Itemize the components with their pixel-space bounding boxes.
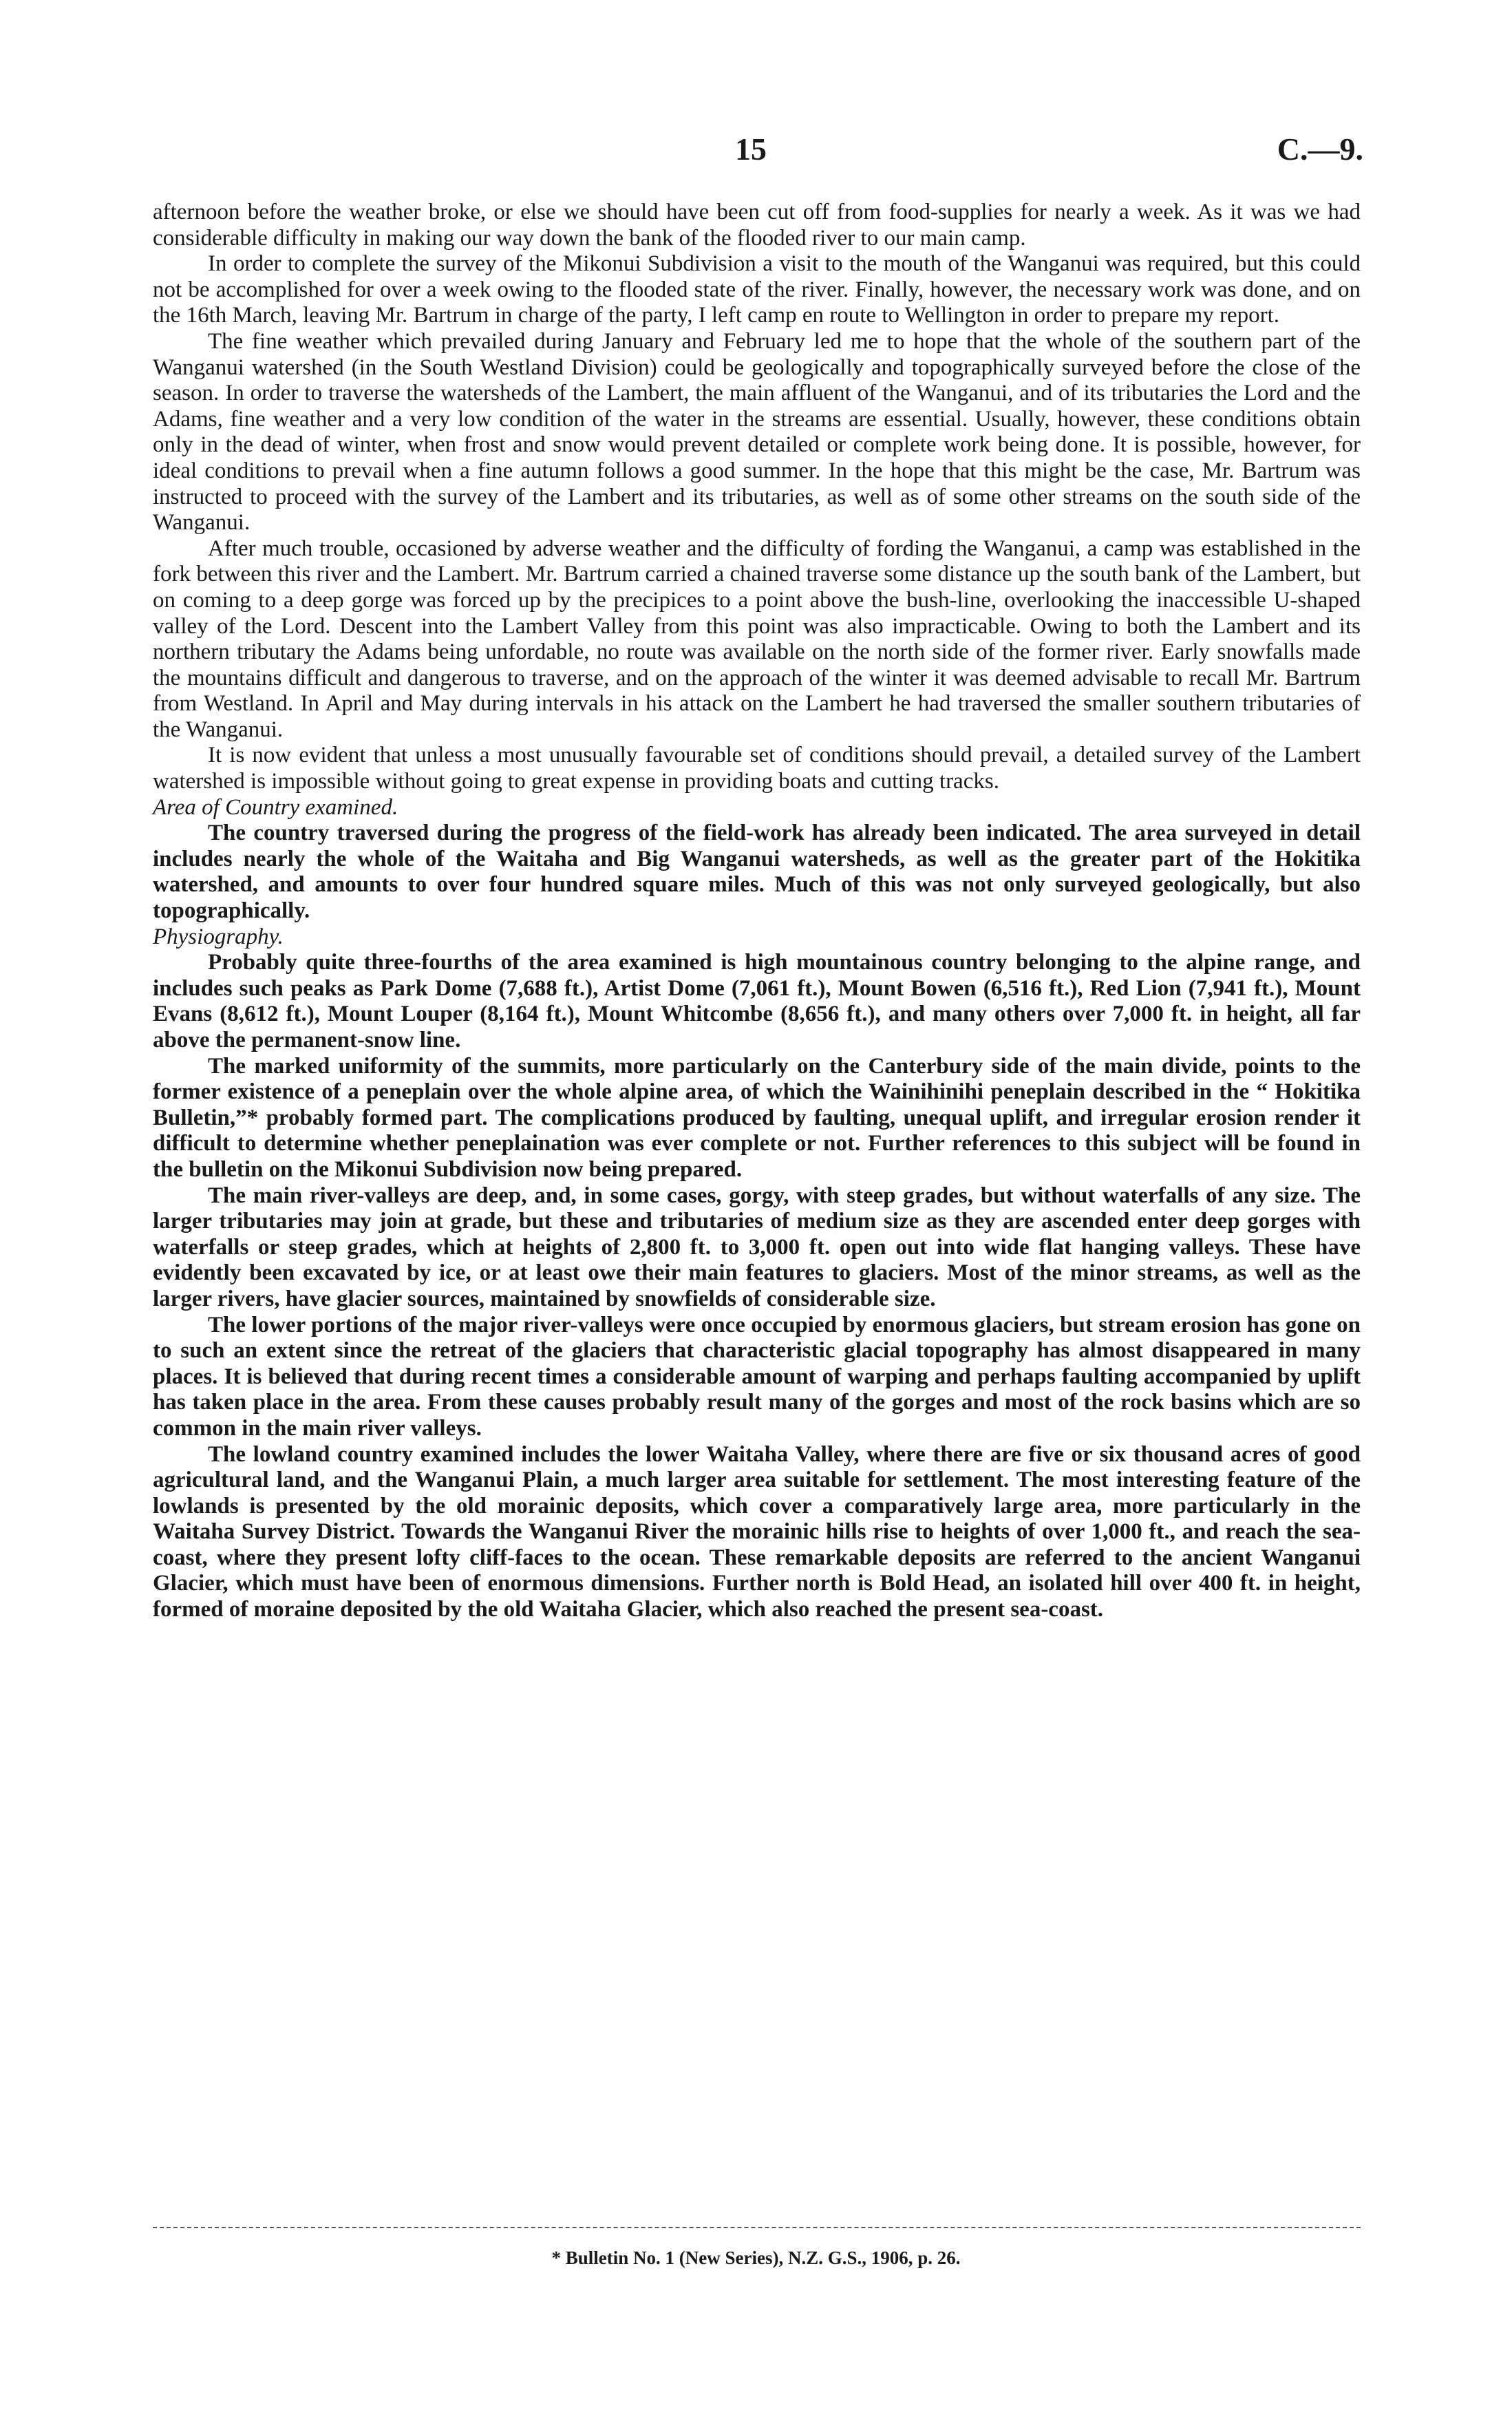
paragraph: In order to complete the survey of the Mikonui Subdivision a visit to the mouth of the Wanganui was required, but this could not be accomplished for over a week owing to the flooded state of the river. Finally, however, the necessary work was done, and on the 16th March, leaving Mr. Bartrum in charge of the party, I left camp en route to Wellington in order to prepare my report. [153, 251, 1361, 328]
paragraph: The country traversed during the progress of the field-work has already been indicated. The area surveyed in detail includes nearly the whole of the Waitaha and Big Wanganui watersheds, as well as the greater part of the Hokitika watershed, and amounts to over four hundred square miles. Much of this was not only surveyed geologically, but also topographically. [153, 821, 1361, 924]
body-text [153, 200, 1361, 1623]
page-number: 15 [735, 131, 767, 167]
section-heading-area: Area of Country examined. [153, 794, 398, 820]
section-heading-physiography: Physiography. [153, 924, 284, 949]
paragraph: The marked uniformity of the summits, more particularly on the Canterbury side of the main divide, points to the former existence of a peneplain over the whole alpine area, of which the Wainihinihi peneplain described in the “ Hokitika Bulletin,”* probably formed part. The complications produced by faulting, unequal uplift, and irregular erosion render it difficult to determine whether peneplaination was ever complete or not. Further references to this subject will be found in the bulletin on the Mikonui Subdivision now being prepared. [153, 1053, 1361, 1182]
paragraph: The main river-valleys are deep, and, in some cases, gorgy, with steep grades, but without waterfalls of any size. The larger tributaries may join at grade, but these and tributaries of medium size as they are ascended enter deep gorges with waterfalls or steep grades, which at heights of 2,800 ft. to 3,000 ft. open out into wide flat hanging valleys. These have evidently been excavated by ice, or at least owe their main features to glaciers. Most of the minor streams, as well as the larger rivers, have glacier sources, maintained by snowfields of considerable size. [153, 1183, 1361, 1311]
paragraph: The lower portions of the major river-valleys were once occupied by enormous glaciers, but stream erosion has gone on to such an extent since the retreat of the glaciers that characteristic glacial topography has almost disappeared in many places. It is believed that during recent times a considerable amount of warping and perhaps faulting accompanied by uplift has taken place in the area. From these causes probably result many of the gorges and most of the rock basins which are so common in the main river valleys. [153, 1312, 1361, 1441]
paragraph: The lowland country examined includes the lower Waitaha Valley, where there are five or six thousand acres of good agricultural land, and the Wanganui Plain, a much larger area suitable for settlement. The most interesting feature of the lowlands is presented by the old morainic deposits, which cover a comparatively large area, more particularly in the Waitaha Survey District. Towards the Wanganui River the morainic hills rise to heights of over 1,000 ft., and reach the sea-coast, where they present lofty cliff-faces to the ocean. These remarkable deposits are referred to the ancient Wanganui Glacier, which must have been of enormous dimensions. Further north is Bold Head, an isolated hill over 400 ft. in height, formed of moraine deposited by the old Waitaha Glacier, which also reached the present sea-coast. [153, 1441, 1361, 1622]
footnote: * Bulletin No. 1 (New Series), N.Z. G.S., 1906, p. 26. [551, 2247, 961, 2268]
paragraph: The fine weather which prevailed during January and February led me to hope that the whole of the southern part of the Wanganui watershed (in the South Westland Division) could be geologically and topographically surveyed before the close of the season. In order to traverse the watersheds of the Lambert, the main affluent of the Wanganui, and of its tributaries the Lord and the Adams, fine weather and a very low condition of the water in the streams are essential. Usually, however, these conditions obtain only in the dead of winter, when frost and snow would prevent detailed or complete work being done. It is possible, however, for ideal conditions to prevail when a fine autumn follows a good summer. In the hope that this might be the case, Mr. Bartrum was instructed to proceed with the survey of the Lambert and its tributaries, as well as of some other streams on the south side of the Wanganui. [153, 328, 1361, 536]
paragraph: It is now evident that unless a most unusually favourable set of conditions should prevail, a detailed survey of the Lambert watershed is impossible without going to great expense in providing boats and cutting tracks. [153, 743, 1361, 794]
footnote-divider [153, 2227, 1361, 2228]
paragraph: afternoon before the weather broke, or else we should have been cut off from food-supplies for nearly a week. As it was we had considerable difficulty in making our way down the bank of the flooded river to our main camp. [153, 200, 1361, 251]
paragraph: Probably quite three-fourths of the area examined is high mountainous country belonging to the alpine range, and includes such peaks as Park Dome (7,688 ft.), Artist Dome (7,061 ft.), Mount Bowen (6,516 ft.), Red Lion (7,941 ft.), Mount Evans (8,612 ft.), Mount Louper (8,164 ft.), Mount Whitcombe (8,656 ft.), and many others over 7,000 ft. in height, all far above the permanent-snow line. [153, 950, 1361, 1052]
paragraph: After much trouble, occasioned by adverse weather and the difficulty of fording the Wanganui, a camp was established in the fork between this river and the Lambert. Mr. Bartrum carried a chained traverse some distance up the south bank of the Lambert, but on coming to a deep gorge was forced up by the precipices to a point above the bush-line, overlooking the inaccessible U-shaped valley of the Lord. Descent into the Lambert Valley from this point was also impracticable. Owing to both the Lambert and its northern tributary the Adams being unfordable, no route was available on the north side of the former river. Early snowfalls made the mountains difficult and dangerous to traverse, and on the approach of the winter it was deemed advisable to recall Mr. Bartrum from Westland. In April and May during intervals in his attack on the Lambert he had traversed the smaller southern tributaries of the Wanganui. [153, 536, 1361, 742]
document-reference: C.—9. [1277, 131, 1363, 167]
page-header [0, 131, 1512, 172]
